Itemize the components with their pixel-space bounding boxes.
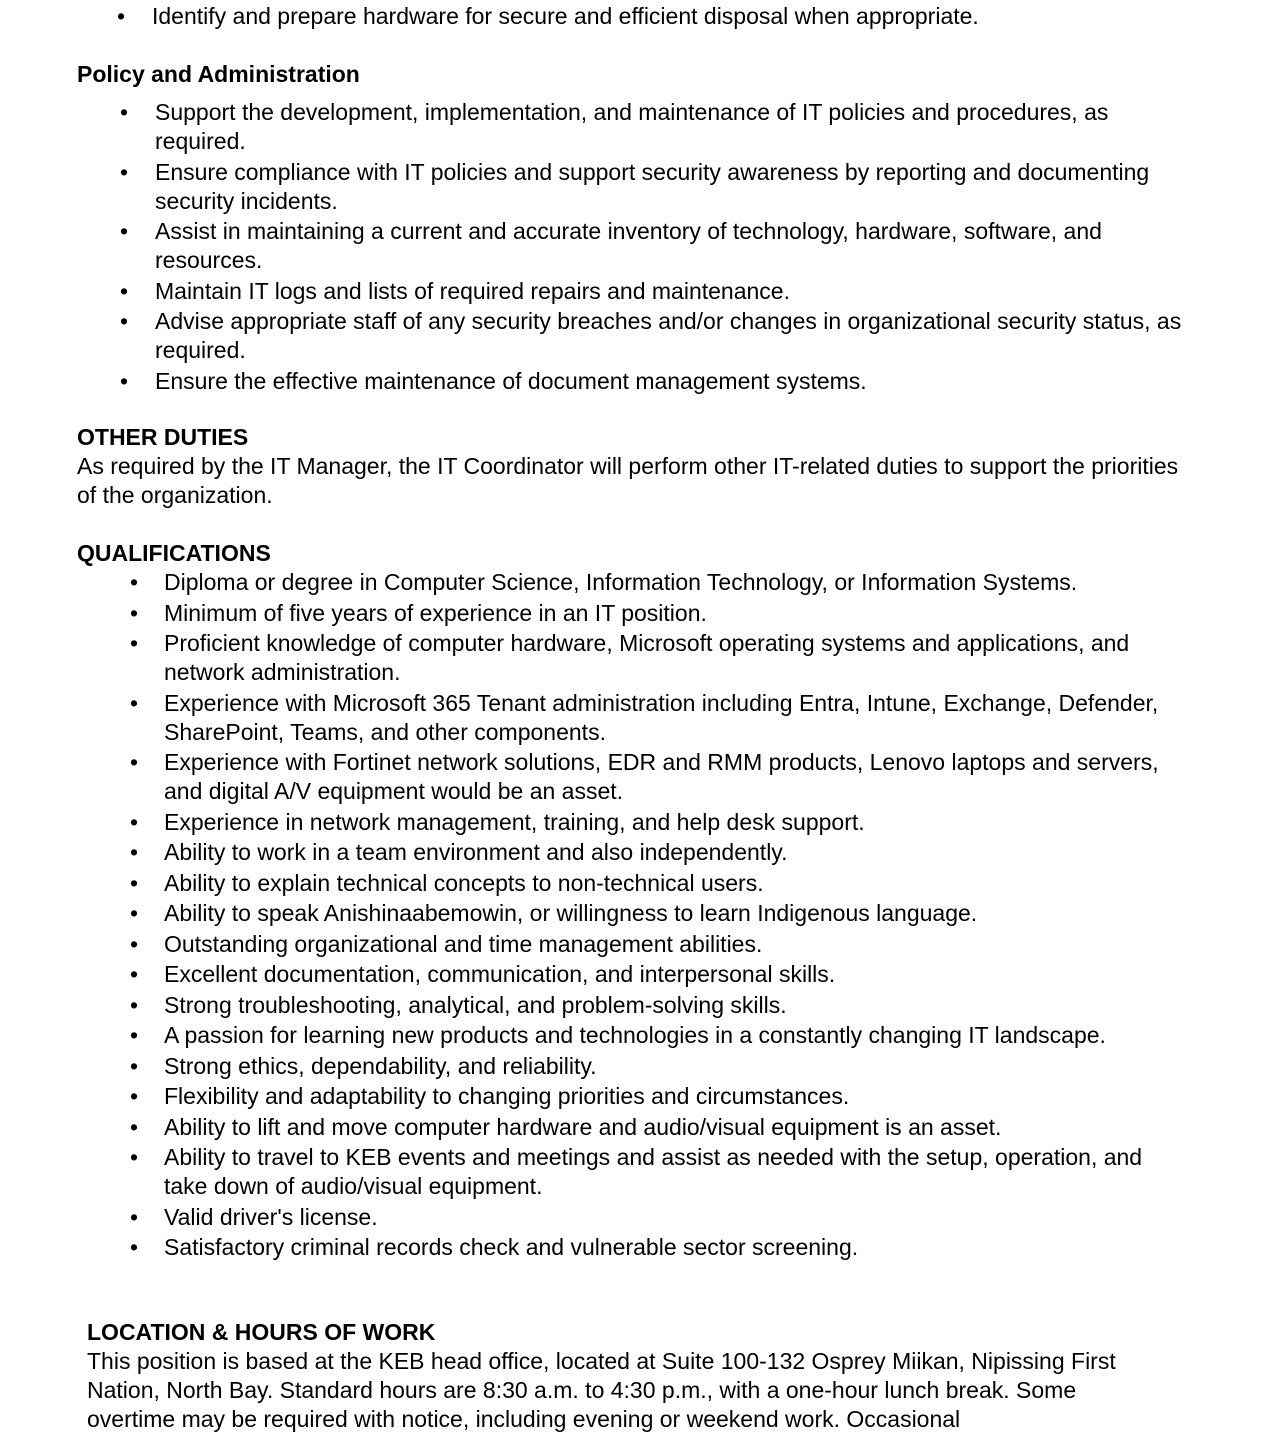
list-item bbox=[129, 1052, 1187, 1081]
list-item-text: Strong ethics, dependability, and reliability. bbox=[164, 1052, 597, 1079]
list-item bbox=[129, 568, 1187, 597]
list-item bbox=[129, 629, 1187, 687]
other-duties-text: As required by the IT Manager, the IT Coordinator will perform other IT-related duties to support the priorities of the organization. bbox=[77, 453, 1179, 508]
top-list bbox=[77, 2, 1187, 33]
section-heading-other-duties: OTHER DUTIES bbox=[77, 424, 249, 450]
bullet-dot: • bbox=[129, 839, 139, 865]
list-item bbox=[119, 158, 1187, 216]
list-item bbox=[119, 307, 1187, 365]
list-item-text: Flexibility and adaptability to changing priorities and circumstances. bbox=[164, 1083, 850, 1109]
list-item-text: Ability to travel to KEB events and meetings and assist as needed with the setup, operation, and take down of audio/visual equipment. bbox=[164, 1144, 1143, 1199]
bullet-dot: • bbox=[129, 749, 139, 775]
list-item-text: Valid driver's license. bbox=[164, 1203, 378, 1230]
bullet-dot: • bbox=[129, 1203, 139, 1230]
bullet-dot: • bbox=[119, 308, 129, 334]
bullet-dot: • bbox=[129, 599, 139, 626]
list-item-text: Advise appropriate staff of any security breaches and/or changes in organizational security status, as required. bbox=[155, 308, 1182, 363]
list-item-text: Satisfactory criminal records check and vulnerable sector screening. bbox=[164, 1234, 859, 1260]
list-item bbox=[129, 1143, 1187, 1201]
list-item-text: Ability to speak Anishinaabemowin, or willingness to learn Indigenous language. bbox=[164, 900, 978, 926]
list-item bbox=[129, 1113, 1187, 1142]
list-item-text: A passion for learning new products and technologies in a constantly changing IT landscape. bbox=[164, 1022, 1106, 1048]
list-item bbox=[119, 367, 1187, 396]
bullet-dot: • bbox=[129, 1083, 139, 1109]
bullet-dot: • bbox=[129, 869, 139, 896]
list-item bbox=[129, 991, 1187, 1020]
list-item bbox=[129, 689, 1187, 747]
bullet-dot: • bbox=[119, 367, 129, 394]
list-item-text: Ensure the effective maintenance of document management systems. bbox=[155, 367, 867, 394]
list-item-text: Ensure compliance with IT policies and support security awareness by reporting and documenting security incidents. bbox=[155, 158, 1150, 214]
list-item bbox=[116, 2, 1187, 31]
bullet-dot: • bbox=[119, 99, 129, 125]
bullet-dot: • bbox=[119, 218, 129, 244]
bullet-dot: • bbox=[129, 569, 139, 595]
list-item bbox=[129, 960, 1187, 989]
list-item bbox=[129, 1082, 1187, 1111]
bullet-dot: • bbox=[129, 930, 139, 957]
qualifications-list bbox=[77, 568, 1187, 1262]
list-item bbox=[129, 838, 1187, 867]
list-item-text: Excellent documentation, communication, and interpersonal skills. bbox=[164, 961, 836, 987]
bullet-dot: • bbox=[129, 991, 139, 1018]
list-item-text: Maintain IT logs and lists of required repairs and maintenance. bbox=[155, 277, 790, 304]
list-item bbox=[119, 217, 1187, 275]
section-heading-qualifications: QUALIFICATIONS bbox=[77, 540, 271, 566]
location-text: This position is based at the KEB head office, located at Suite 100-132 Osprey Miikan, Nipissing First Nation, North Bay. Standard hours are 8:30 a.m. to 4:30 p.m., with a one-hour lunch break. Some overtime may be required with notice, including evening or weekend work. Occasional bbox=[87, 1348, 1116, 1432]
section-heading-policy: Policy and Administration bbox=[77, 61, 360, 87]
list-item-text: Experience with Microsoft 365 Tenant administration including Entra, Intune, Exchange, Defender, SharePoint, Teams, and other components. bbox=[164, 689, 1159, 745]
other-duties-section bbox=[77, 423, 1187, 510]
list-item bbox=[119, 98, 1187, 156]
bullet-dot: • bbox=[129, 1234, 139, 1260]
bullet-dot: • bbox=[119, 277, 129, 304]
bullet-dot: • bbox=[129, 1113, 139, 1140]
list-item-text: Ability to explain technical concepts to non-technical users. bbox=[164, 869, 764, 896]
location-section bbox=[87, 1318, 1167, 1434]
section-heading-location: LOCATION & HOURS OF WORK bbox=[87, 1319, 436, 1345]
qualifications-section bbox=[77, 539, 1187, 1264]
policy-section bbox=[77, 60, 1187, 397]
list-item bbox=[129, 1233, 1187, 1262]
bullet-dot: • bbox=[129, 1144, 139, 1170]
list-item-text: Proficient knowledge of computer hardware, Microsoft operating systems and applications, and network administration. bbox=[164, 630, 1130, 685]
bullet-dot: • bbox=[116, 3, 126, 29]
list-item bbox=[129, 899, 1187, 928]
list-item-text: Minimum of five years of experience in an IT position. bbox=[164, 599, 707, 626]
list-item-text: Experience with Fortinet network solutions, EDR and RMM products, Lenovo laptops and servers, and digital A/V equipment would be an asset. bbox=[164, 749, 1159, 804]
list-item bbox=[129, 1203, 1187, 1232]
list-item-text: Ability to lift and move computer hardware and audio/visual equipment is an asset. bbox=[164, 1113, 1002, 1140]
list-item bbox=[129, 748, 1187, 806]
list-item-text: Diploma or degree in Computer Science, Information Technology, or Information Systems. bbox=[164, 569, 1078, 595]
list-item bbox=[129, 930, 1187, 959]
list-item bbox=[119, 277, 1187, 306]
bullet-dot: • bbox=[129, 1052, 139, 1079]
bullet-dot: • bbox=[129, 900, 139, 926]
policy-list bbox=[77, 98, 1187, 396]
bullet-dot: • bbox=[129, 961, 139, 987]
list-item-text: Ability to work in a team environment and also independently. bbox=[164, 839, 788, 865]
list-item-text: Support the development, implementation, and maintenance of IT policies and procedures, as required. bbox=[155, 99, 1109, 154]
list-item-text: Identify and prepare hardware for secure and efficient disposal when appropriate. bbox=[152, 3, 979, 29]
list-item-text: Strong troubleshooting, analytical, and problem-solving skills. bbox=[164, 991, 787, 1018]
bullet-dot: • bbox=[129, 630, 139, 656]
bullet-dot: • bbox=[129, 1022, 139, 1048]
list-item-text: Assist in maintaining a current and accurate inventory of technology, hardware, software, and resources. bbox=[155, 218, 1102, 273]
bullet-dot: • bbox=[129, 689, 139, 716]
list-item bbox=[129, 599, 1187, 628]
bullet-dot: • bbox=[119, 158, 129, 185]
list-item bbox=[129, 869, 1187, 898]
list-item-text: Outstanding organizational and time management abilities. bbox=[164, 930, 763, 957]
list-item bbox=[129, 1021, 1187, 1050]
list-item bbox=[129, 808, 1187, 837]
list-item-text: Experience in network management, training, and help desk support. bbox=[164, 808, 865, 835]
bullet-dot: • bbox=[129, 808, 139, 835]
